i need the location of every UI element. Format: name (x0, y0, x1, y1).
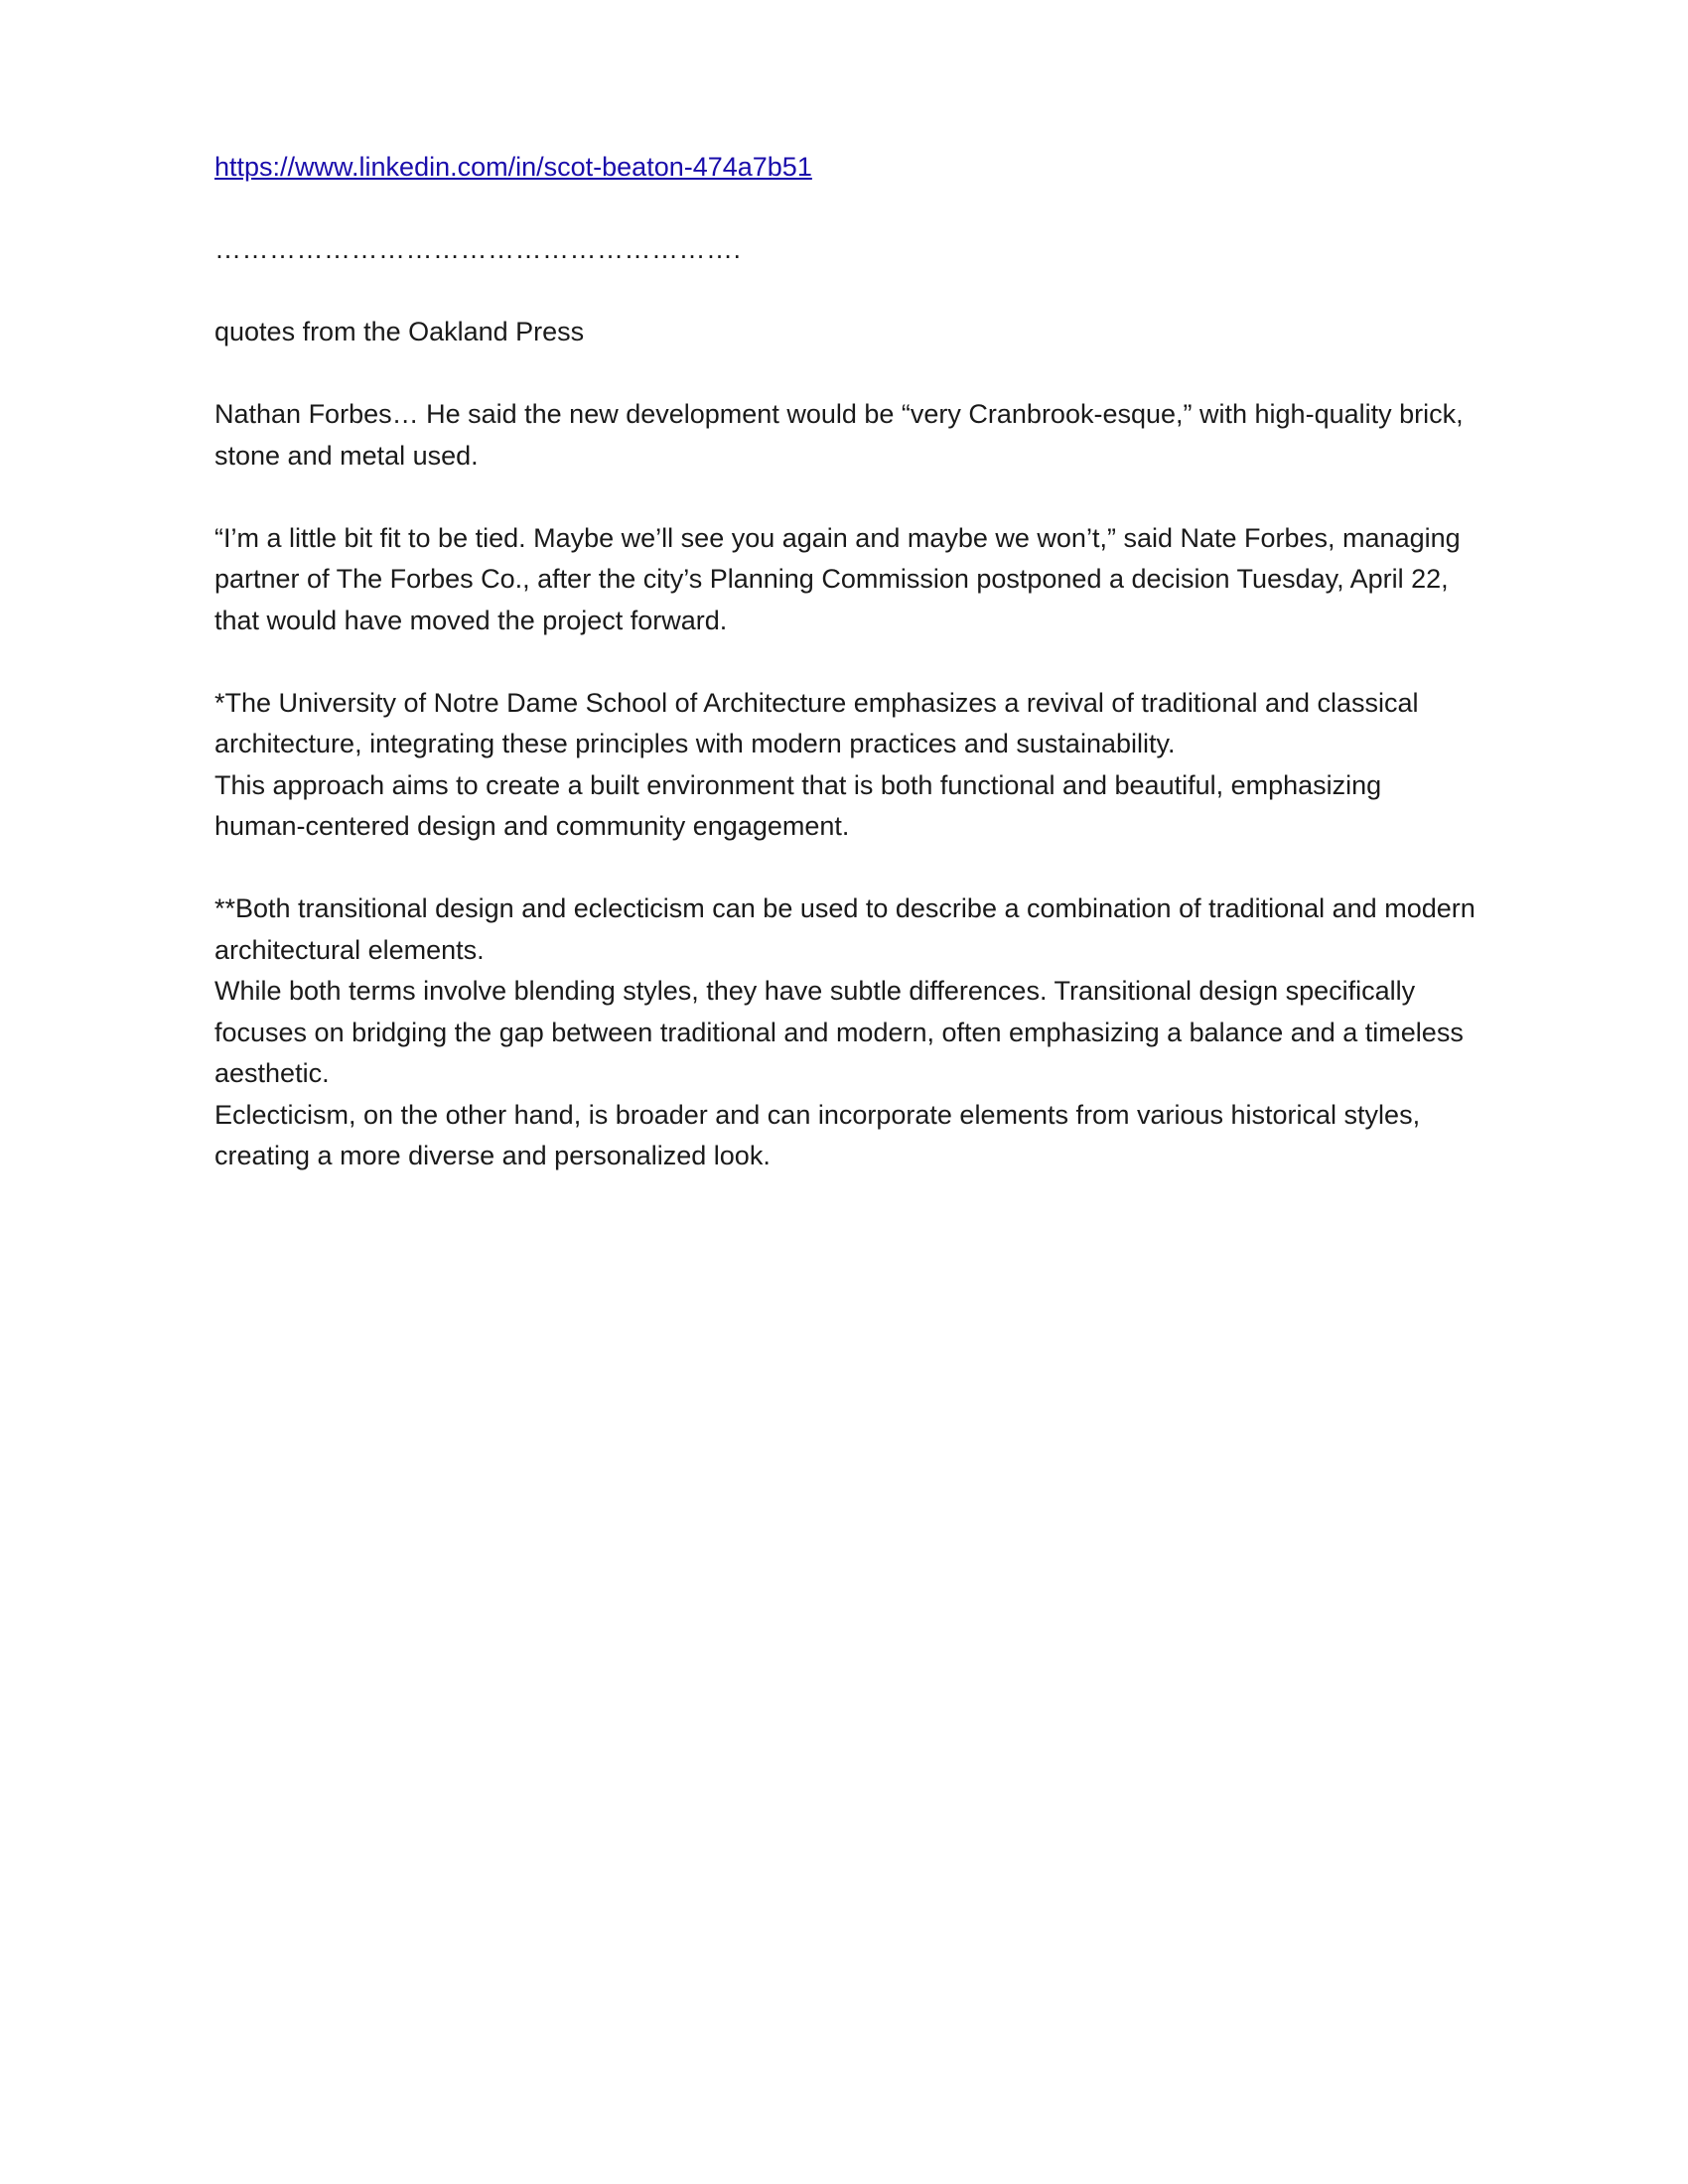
note-transitional-line-1: **Both transitional design and eclecticism can be used to describe a combination of traditional and modern architectural elements. (214, 893, 1483, 965)
quote-paragraph-1: Nathan Forbes… He said the new development would be “very Cranbrook-esque,” with high-quality brick, stone and metal used. (214, 399, 1464, 471)
note-notre-dame-line-1: *The University of Notre Dame School of Architecture emphasizes a revival of traditional and classical architecture, integrating these principles with modern practices and sustainability. (214, 687, 1427, 758)
quote-paragraph-2: “I’m a little bit fit to be tied. Maybe we’ll see you again and maybe we won’t,” said Nate Forbes, managing partner of The Forbes Co., after the city’s Planning Commission postponed a decision Tuesday, April 22, that would have moved the project forward. (214, 522, 1461, 635)
profile-link-paragraph (214, 147, 1476, 189)
note-transitional-line-3: Eclecticism, on the other hand, is broader and can incorporate elements from various historical styles, creating a more diverse and personalized look. (214, 1099, 1428, 1170)
section-heading: quotes from the Oakland Press (214, 317, 585, 346)
note-transitional-line-2: While both terms involve blending styles, they have subtle differences. Transitional design specifically focuses on bridging the gap between traditional and modern, often emphasizing a balance and a timeless aesthetic. (214, 976, 1472, 1088)
note-notre-dame (214, 683, 1476, 848)
note-notre-dame-line-2: This approach aims to create a built environment that is both functional and beautiful, emphasizing human-centered design and community engagement. (214, 769, 1389, 841)
document-page (214, 147, 1483, 1218)
linkedin-profile-link[interactable]: https://www.linkedin.com/in/scot-beaton-474a7b51 (214, 152, 812, 182)
note-transitional-design (214, 888, 1483, 1177)
separator-dots: …………………………………………………. (214, 234, 742, 264)
